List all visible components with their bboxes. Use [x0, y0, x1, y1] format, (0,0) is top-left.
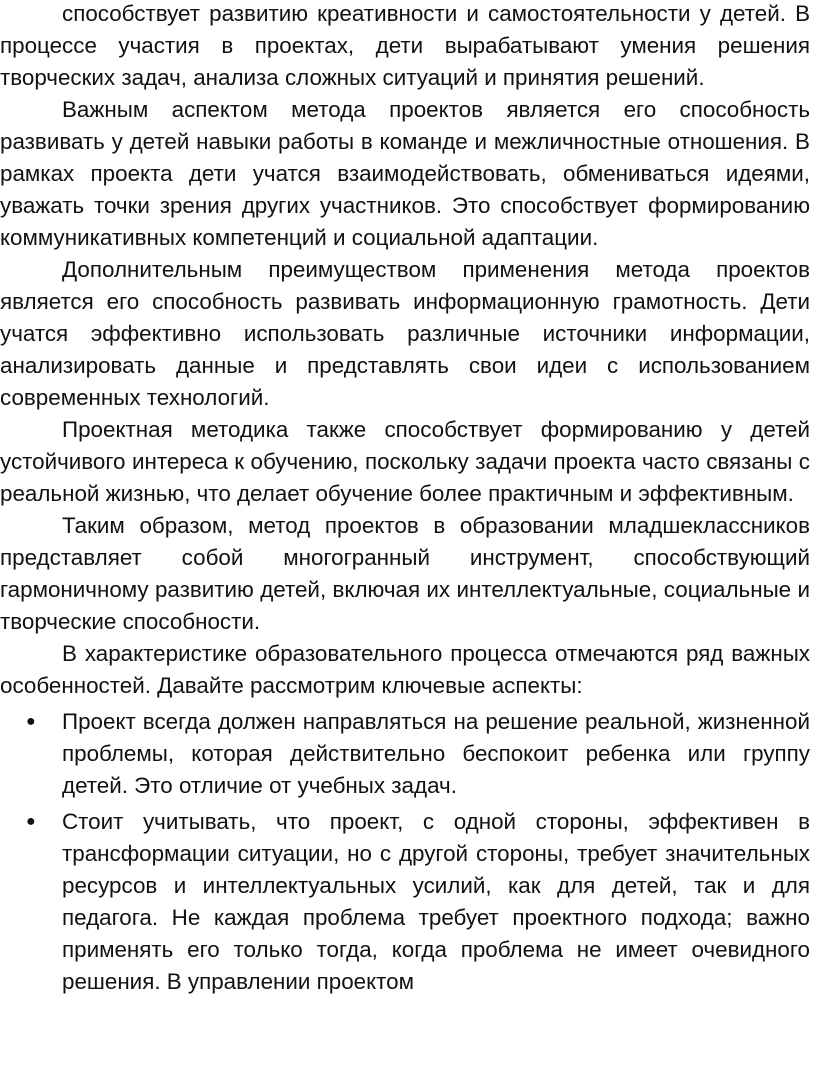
paragraph-learning-interest: Проектная методика также способствует формированию у детей устойчивого интереса к обучению, поскольку задачи проекта часто связаны с реальной жизнью, что делает обучение более практичным и эффективным.: [0, 417, 810, 506]
key-aspects-list: [0, 706, 810, 998]
list-item: ● Стоит учитывать, что проект, с одной стороны, эффективен в трансформации ситуации, но с другой стороны, требует значительных ресурсов и интеллектуальных усилий, как для детей, так и для педагога. Не каждая проблема требует проектного подхода; важно применять его только тогда, когда проблема не имеет очевидного решения. В управлении проектом: [62, 806, 810, 998]
paragraph-teamwork: Важным аспектом метода проектов является его способность развивать у детей навыки работы в команде и межличностные отношения. В рамках проекта дети учатся взаимодействовать, обмениваться идеями, уважать точки зрения других участников. Это способствует формированию коммуникативных компетенций и социальной адаптации.: [0, 97, 810, 250]
paragraph-continuation: способствует развитию креативности и самостоятельности у детей. В процессе участия в проектах, дети вырабатывают умения решения творческих задач, анализа сложных ситуаций и принятия решений.: [0, 1, 810, 90]
paragraph-conclusion: Таким образом, метод проектов в образовании младшеклассников представляет собой многогранный инструмент, способствующий гармоничному развитию детей, включая их интеллектуальные, социальные и творческие способности.: [0, 513, 810, 634]
list-item: ● Проект всегда должен направляться на решение реальной, жизненной проблемы, которая действительно беспокоит ребенка или группу детей. Это отличие от учебных задач.: [62, 706, 810, 802]
paragraph-key-aspects-intro: В характеристике образовательного процесса отмечаются ряд важных особенностей. Давайте рассмотрим ключевые аспекты:: [0, 641, 810, 698]
paragraph-information-literacy: Дополнительным преимуществом применения метода проектов является его способность развивать информационную грамотность. Дети учатся эффективно использовать различные источники информации, анализировать данные и представлять свои идеи с использованием современных технологий.: [0, 257, 810, 410]
